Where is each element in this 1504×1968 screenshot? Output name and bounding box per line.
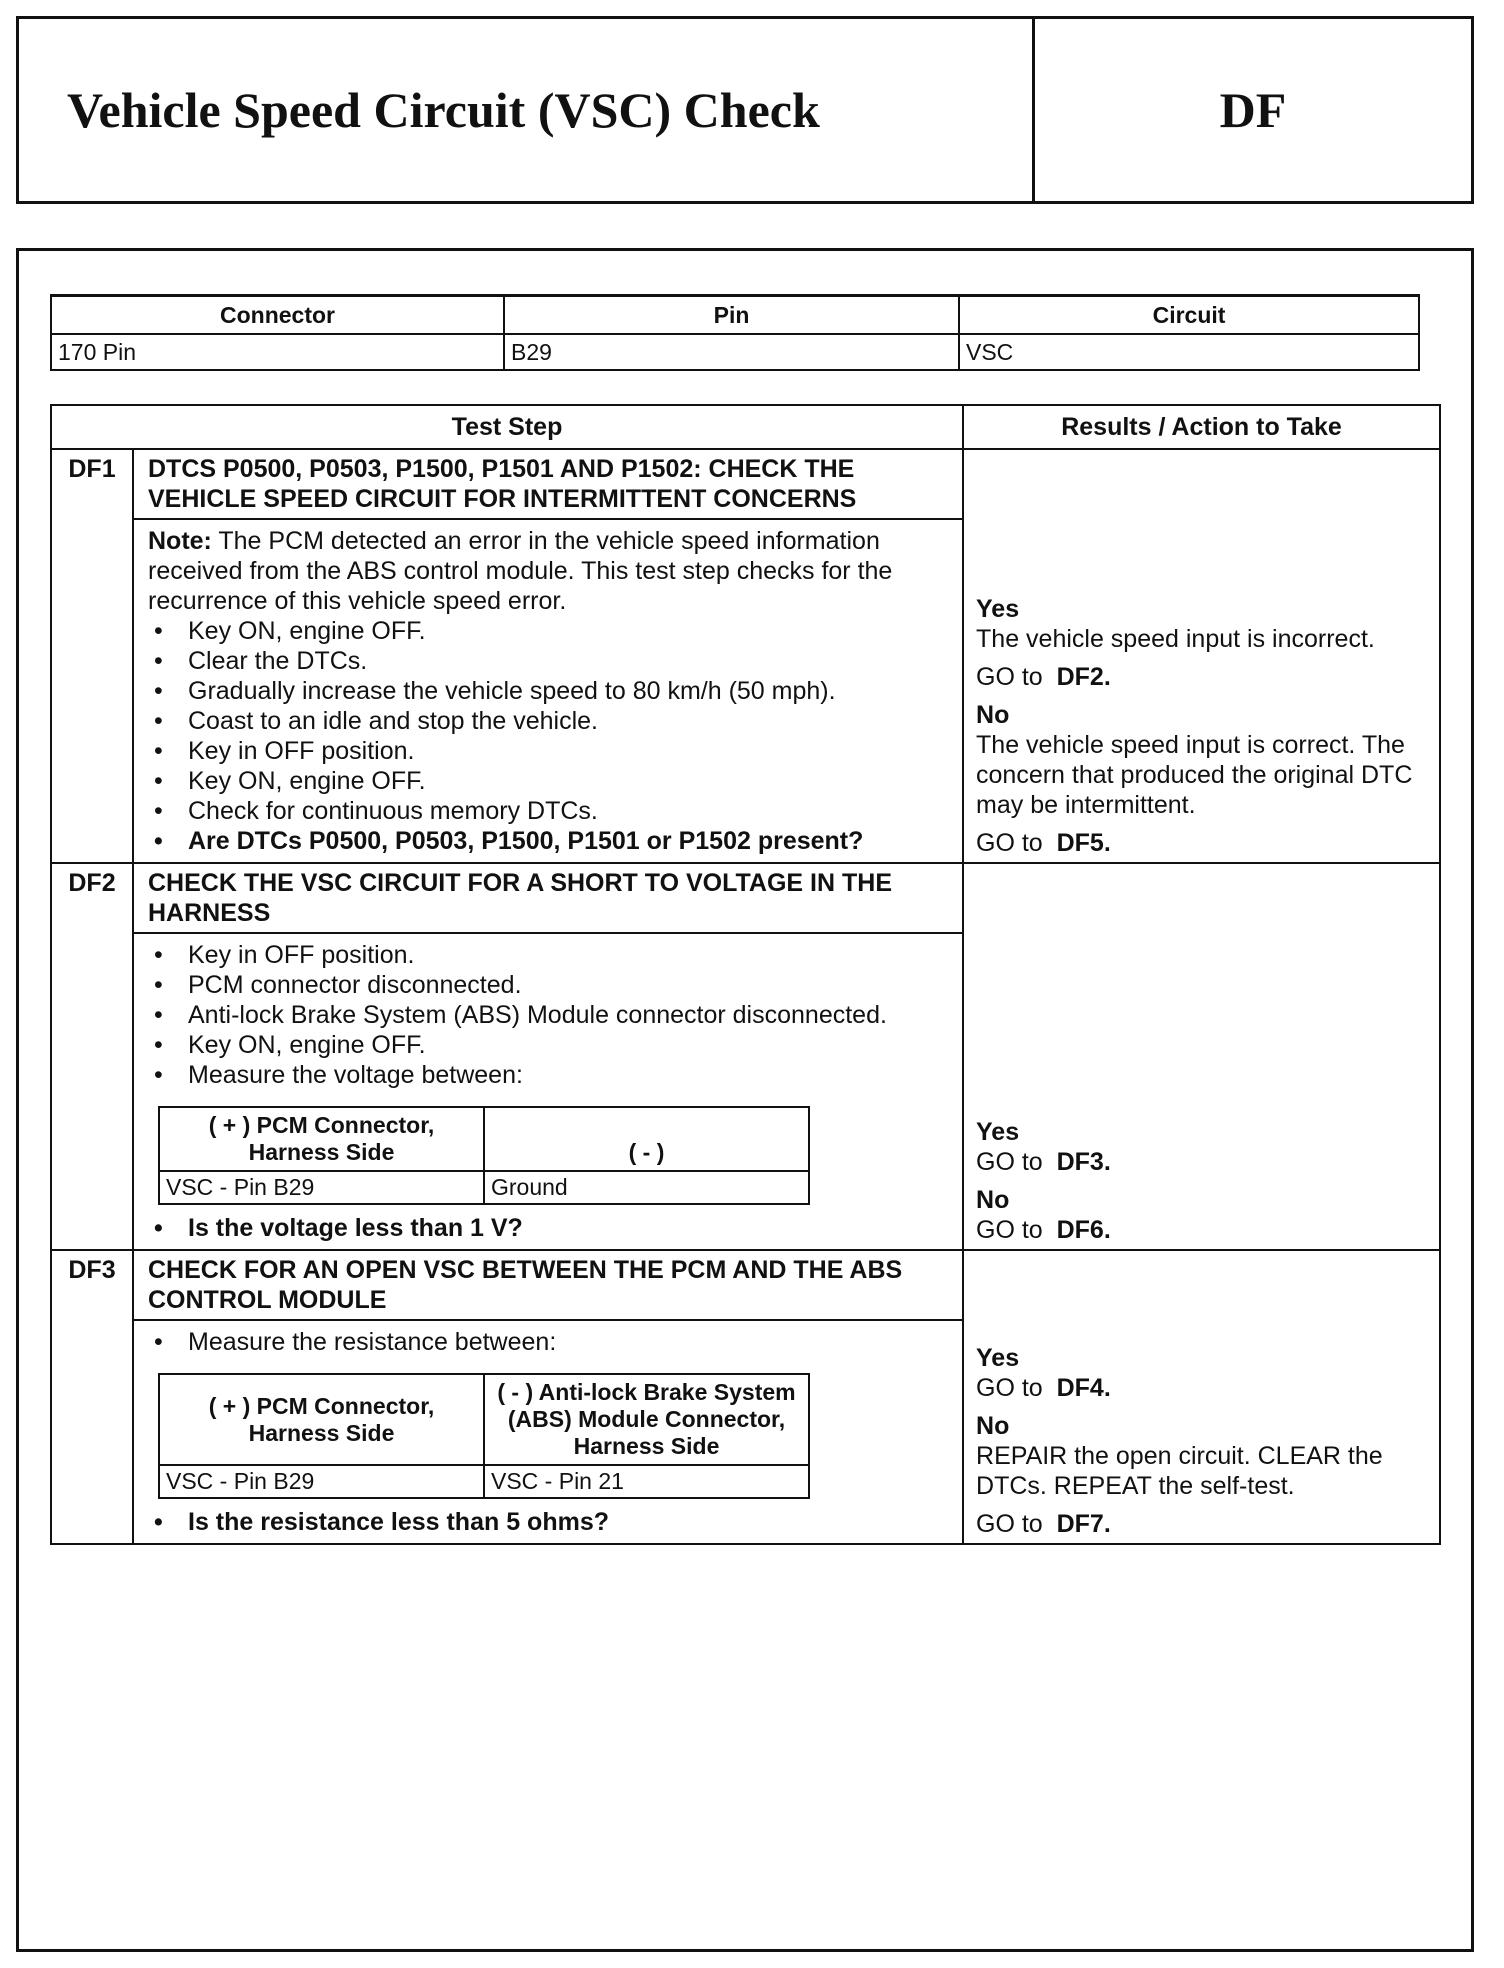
circuit-header: Circuit [959, 296, 1419, 335]
step-df3-header-row [51, 1250, 1440, 1320]
steps-df3 [148, 1327, 952, 1357]
title-box [16, 16, 1474, 204]
result-df2 [963, 863, 1440, 1250]
pin-header: Pin [504, 296, 959, 335]
no-action-df3: GO to DF7. [976, 1510, 1111, 1538]
no-text-df1: The vehicle speed input is correct. The concern that produced the original DTC may be intermittent. [976, 731, 1413, 819]
list-item: • Key in OFF position. [148, 736, 952, 766]
positive-lead-cell: VSC - Pin B29 [159, 1171, 484, 1204]
no-action-df1: GO to DF5. [976, 829, 1111, 857]
measurement-row [159, 1465, 809, 1498]
no-action-df2: GO to DF6. [976, 1216, 1111, 1244]
measurement-row [159, 1171, 809, 1204]
question-df1: • Are DTCs P0500, P0503, P1500, P1501 or P1502 present? [148, 826, 952, 856]
connector-table-header [51, 296, 1419, 335]
connector-table [50, 294, 1420, 371]
question-list-df3 [148, 1507, 952, 1537]
list-item: • Key ON, engine OFF. [148, 1030, 952, 1060]
step-id-df1: DF1 [51, 449, 133, 519]
yes-text-df1: The vehicle speed input is incorrect. [976, 625, 1375, 653]
page-title: Vehicle Speed Circuit (VSC) Check [67, 82, 820, 138]
measurement-header-row [159, 1107, 809, 1171]
negative-lead-header: ( - ) [484, 1107, 809, 1171]
list-item: • Key ON, engine OFF. [148, 616, 952, 646]
results-header: Results / Action to Take [963, 405, 1440, 449]
pin-cell: B29 [504, 334, 959, 370]
step-id-df3-spacer [51, 1320, 133, 1544]
positive-lead-cell: VSC - Pin B29 [159, 1465, 484, 1498]
step-title-df3: CHECK FOR AN OPEN VSC BETWEEN THE PCM AND THE ABS CONTROL MODULE [133, 1250, 963, 1320]
step-id-df2-spacer [51, 933, 133, 1250]
positive-lead-header: ( + ) PCM Connector, Harness Side [159, 1374, 484, 1465]
yes-label-df2: Yes [976, 1118, 1020, 1146]
list-item: • Key in OFF position. [148, 940, 952, 970]
measurement-table-df3 [158, 1373, 810, 1499]
positive-lead-header: ( + ) PCM Connector, Harness Side [159, 1107, 484, 1171]
title-cell [19, 19, 1035, 201]
yes-action-df1: GO to DF2. [976, 663, 1111, 691]
step-title-df2: CHECK THE VSC CIRCUIT FOR A SHORT TO VOLTAGE IN THE HARNESS [133, 863, 963, 933]
connector-table-row [51, 334, 1419, 370]
question-list-df2 [148, 1213, 952, 1243]
measurement-table-df2 [158, 1106, 810, 1205]
list-item: • Clear the DTCs. [148, 646, 952, 676]
question-df3: • Is the resistance less than 5 ohms? [148, 1507, 952, 1537]
step-body-df2 [133, 933, 963, 1250]
negative-lead-cell: Ground [484, 1171, 809, 1204]
circuit-cell: VSC [959, 334, 1419, 370]
note-df1: Note: The PCM detected an error in the vehicle speed information received from the ABS control module. This test step checks for the recurrence of this vehicle speed error. [148, 527, 893, 615]
yes-label-df3: Yes [976, 1344, 1020, 1372]
steps-df2 [148, 940, 952, 1090]
connector-header: Connector [51, 296, 504, 335]
step-id-df3: DF3 [51, 1250, 133, 1320]
section-code: DF [1219, 82, 1287, 138]
negative-lead-cell: VSC - Pin 21 [484, 1465, 809, 1498]
question-df2: • Is the voltage less than 1 V? [148, 1213, 952, 1243]
test-table-header [51, 405, 1440, 449]
steps-df1 [148, 616, 952, 856]
step-id-df2: DF2 [51, 863, 133, 933]
yes-action-df2: GO to DF3. [976, 1148, 1111, 1176]
negative-lead-header: ( - ) Anti-lock Brake System (ABS) Module Connector, Harness Side [484, 1374, 809, 1465]
list-item: • Measure the resistance between: [148, 1327, 952, 1357]
result-df3 [963, 1250, 1440, 1544]
step-df2-header-row [51, 863, 1440, 933]
connector-cell: 170 Pin [51, 334, 504, 370]
no-label-df2: No [976, 1186, 1010, 1214]
list-item: • Coast to an idle and stop the vehicle. [148, 706, 952, 736]
no-label-df1: No [976, 701, 1010, 729]
list-item: • Gradually increase the vehicle speed to 80 km/h (50 mph). [148, 676, 952, 706]
list-item: • Anti-lock Brake System (ABS) Module connector disconnected. [148, 1000, 952, 1030]
list-item: • Check for continuous memory DTCs. [148, 796, 952, 826]
step-id-df1-spacer [51, 519, 133, 863]
test-step-table [50, 404, 1441, 1545]
no-text-df3: REPAIR the open circuit. CLEAR the DTCs. REPEAT the self-test. [976, 1442, 1383, 1500]
step-title-df1: DTCS P0500, P0503, P1500, P1501 AND P1502: CHECK THE VEHICLE SPEED CIRCUIT FOR INTERMITTENT CONCERNS [133, 449, 963, 519]
step-body-df3 [133, 1320, 963, 1544]
list-item: • Measure the voltage between: [148, 1060, 952, 1090]
list-item: • Key ON, engine OFF. [148, 766, 952, 796]
measurement-header-row [159, 1374, 809, 1465]
yes-label-df1: Yes [976, 595, 1020, 623]
list-item: • PCM connector disconnected. [148, 970, 952, 1000]
step-df1-header-row [51, 449, 1440, 519]
step-body-df1 [133, 519, 963, 863]
result-df1 [963, 449, 1440, 863]
no-label-df3: No [976, 1412, 1010, 1440]
yes-action-df3: GO to DF4. [976, 1374, 1111, 1402]
test-step-header: Test Step [51, 405, 963, 449]
